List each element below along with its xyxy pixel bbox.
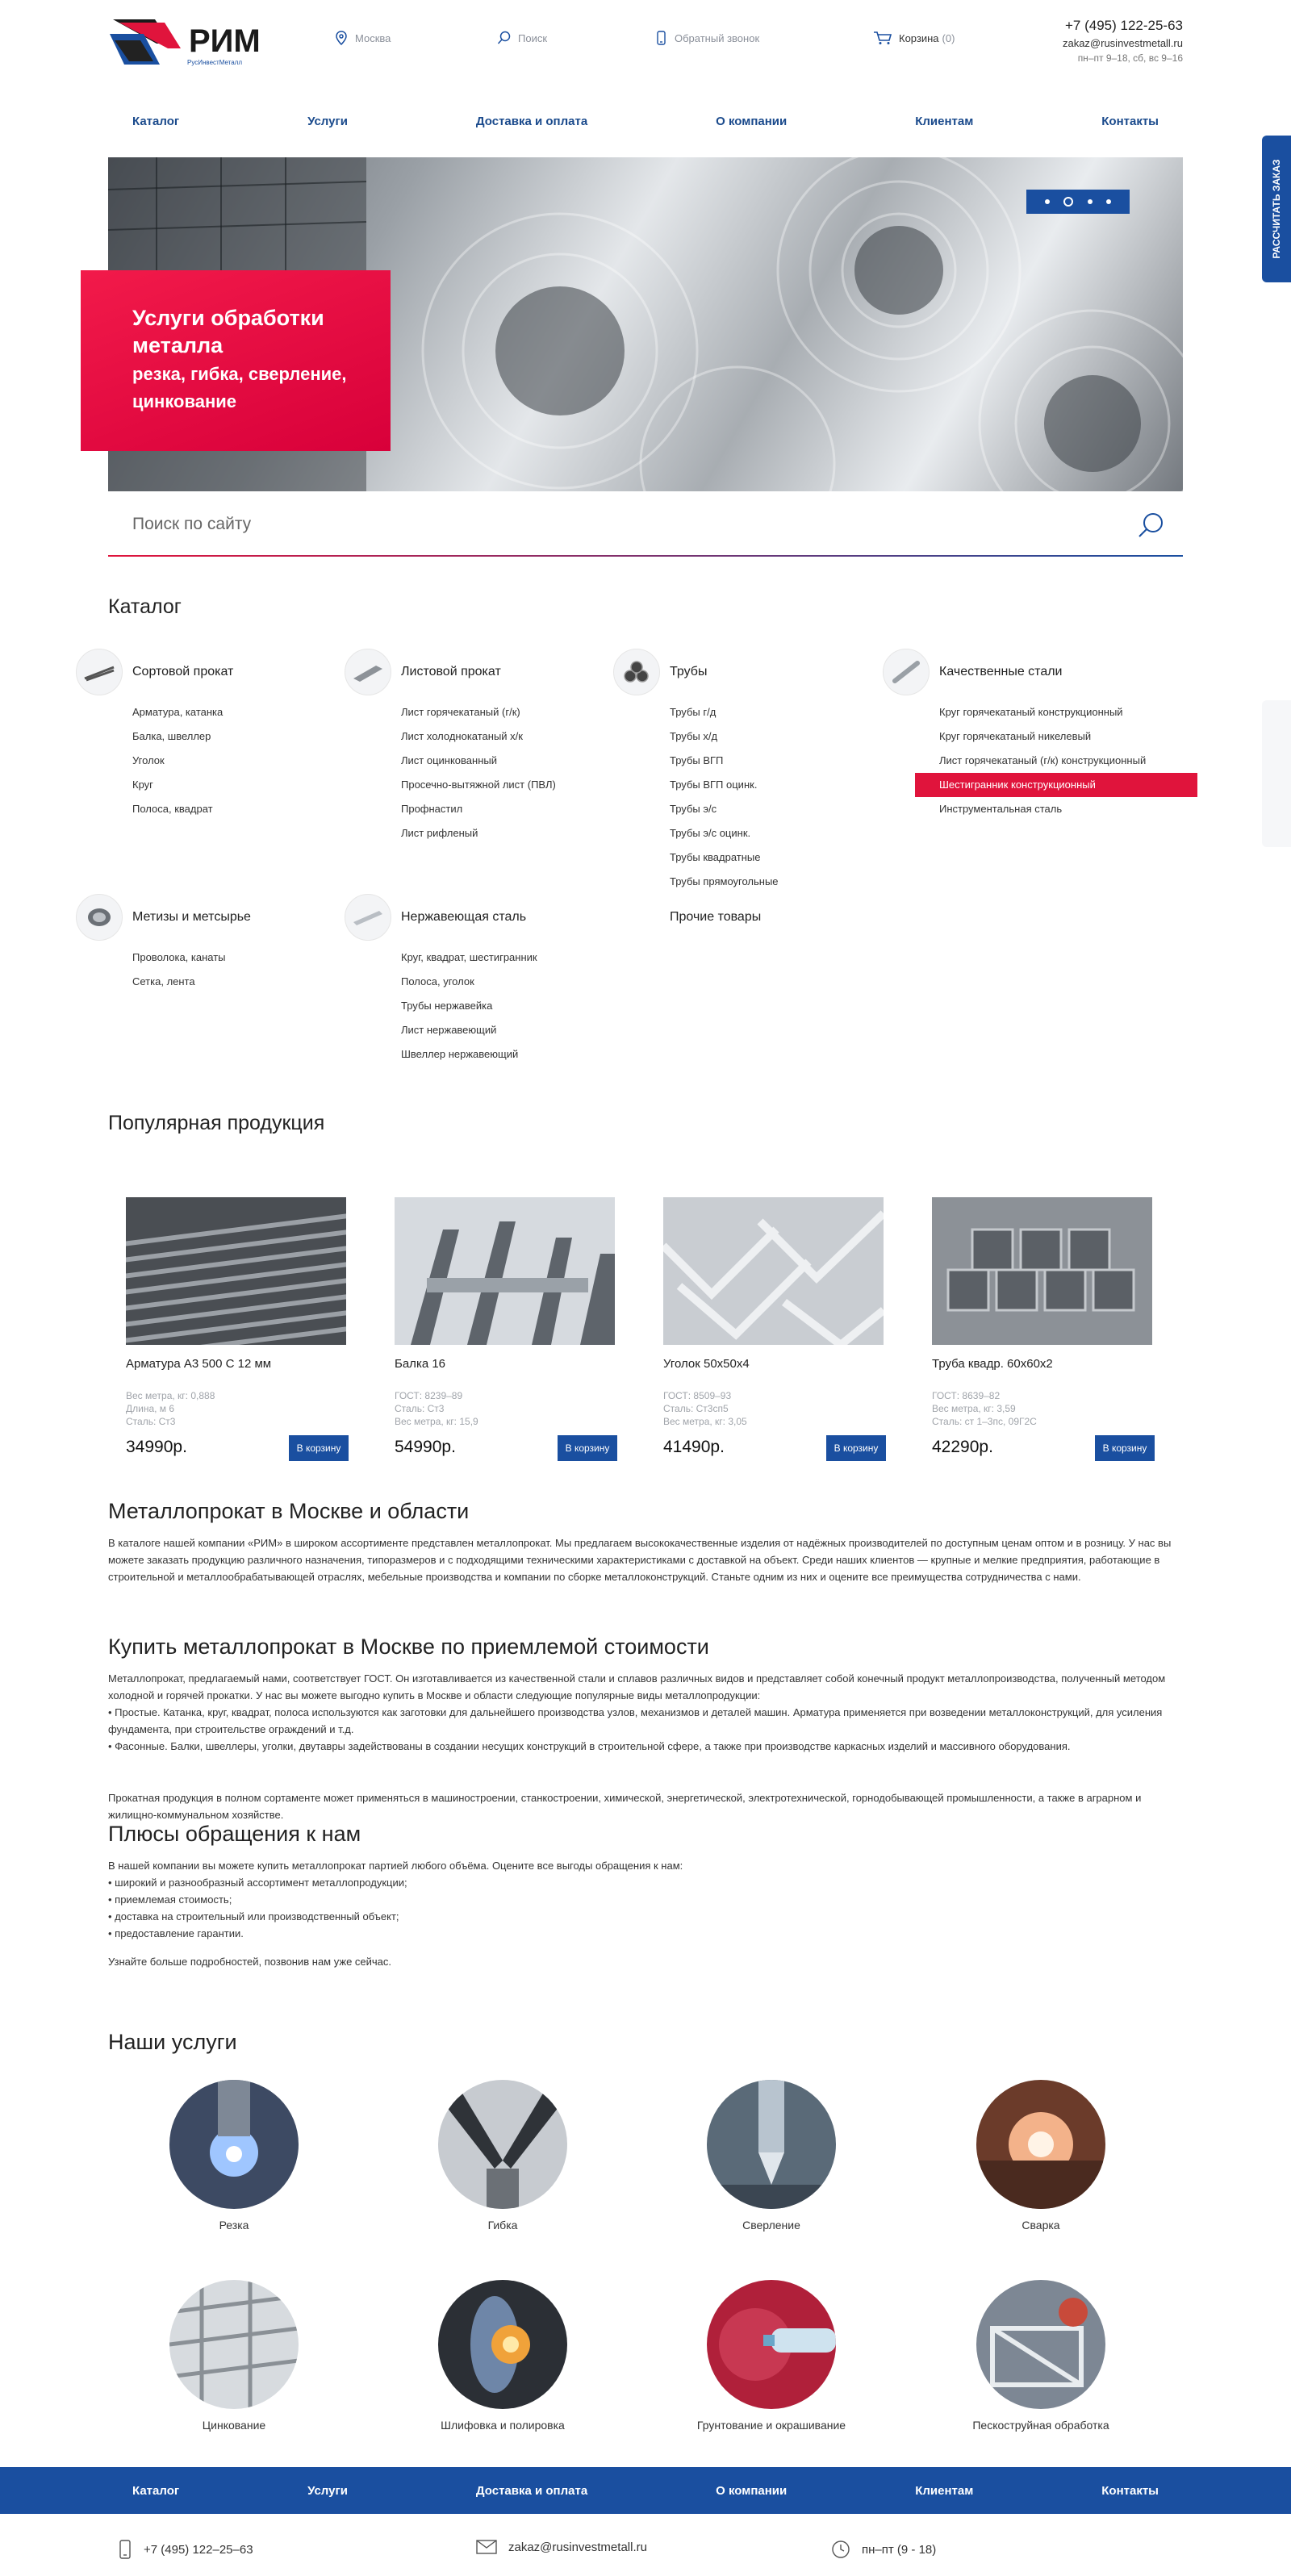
calculate-order-label: РАССЧИТАТЬ ЗАКАЗ <box>1271 159 1282 259</box>
catalog-link[interactable]: Балка, швеллер <box>132 730 211 742</box>
service-label[interactable]: Сварка <box>1022 2219 1060 2232</box>
header <box>108 0 1183 81</box>
main-nav <box>108 105 1183 137</box>
slider-dot[interactable] <box>1088 199 1093 204</box>
catalog-link[interactable]: Трубы квадратные <box>670 851 761 863</box>
product-specs: ГОСТ: 8509–93 Сталь: Ст3сп5 Вес метра, кг: 3,05 <box>663 1390 747 1427</box>
usage-paragraph: Прокатная продукция в полном сортаменте может применяться в машиностроении, станкостроении, химической, энергетической, электротехнической, горнодобывающей промышленности, а также в аграрном и жилищно-коммунальном хозяйстве. <box>108 1792 1142 1821</box>
benefits-list: В нашей компании вы можете купить металлопрокат партией любого объёма. Оцените все выгоды обращения к нам: • широкий и разнообразный ассортимент металлопродукции; • приемлемая стоимость; • доставка на строительный или производственный объект; • предоставление гарантии. Узнайте больше подробностей, позвонив нам уже сейчас. <box>108 1860 683 1968</box>
catalog-link[interactable]: Уголок <box>132 754 165 766</box>
catalog-group <box>646 649 904 894</box>
product-image[interactable] <box>932 1197 1152 1345</box>
phone-icon <box>654 31 668 45</box>
clock-icon <box>831 2540 850 2559</box>
service-label[interactable]: Резка <box>219 2219 249 2232</box>
footer-hours: пн–пт (9 - 18) <box>831 2540 936 2559</box>
nav-catalog[interactable]: Каталог <box>132 114 180 128</box>
service-card[interactable] <box>422 2280 583 2432</box>
catalog-group-title[interactable]: Сортовой прокат <box>132 665 234 678</box>
product-image[interactable] <box>663 1197 884 1345</box>
catalog-link[interactable]: Трубы ВГП оцинк. <box>670 779 758 791</box>
service-image[interactable] <box>438 2080 567 2209</box>
service-label[interactable]: Цинкование <box>202 2419 266 2432</box>
city-label: Москва <box>355 31 391 44</box>
mail-icon <box>476 2540 497 2554</box>
catalog-section <box>108 595 1183 1060</box>
service-card[interactable] <box>691 2080 852 2232</box>
service-image[interactable] <box>438 2280 567 2409</box>
catalog-title: Каталог <box>108 595 182 618</box>
catalog-group <box>108 894 366 994</box>
catalog-link[interactable]: Сетка, лента <box>132 975 195 987</box>
header-hours: пн–пт 9–18, сб, вс 9–16 <box>1077 52 1183 64</box>
catalog-link[interactable]: Трубы ВГП <box>670 754 724 766</box>
add-to-cart-button[interactable]: В корзину <box>289 1435 349 1461</box>
product-specs: ГОСТ: 8239–89 Сталь: Ст3 Вес метра, кг: 15,9 <box>395 1390 478 1427</box>
service-image[interactable] <box>976 2280 1105 2409</box>
side-panel-tab[interactable] <box>1262 700 1291 847</box>
slider-dot[interactable] <box>1045 199 1050 204</box>
search-label: Поиск <box>518 31 548 44</box>
catalog-link[interactable]: Трубы прямоугольные <box>670 875 779 887</box>
catalog-group-title[interactable]: Трубы <box>670 665 708 678</box>
hero-slider <box>108 157 1183 491</box>
catalog-link[interactable]: Швеллер нержавеющий <box>401 1048 519 1060</box>
catalog-group <box>915 649 1173 821</box>
footer-nav <box>0 2467 1291 2514</box>
add-to-cart-button[interactable]: В корзину <box>1095 1435 1155 1461</box>
catalog-link[interactable]: Круг, квадрат, шестигранник <box>401 951 537 963</box>
product-name[interactable]: Арматура А3 500 С 12 мм <box>126 1357 272 1371</box>
about-paragraph: В каталоге нашей компании «РИМ» в широком ассортименте представлен металлопрокат. Мы предлагаем высококачественные изделия от надёжных производителей по доступным ценам оптом и в розницу. У нас вы можете заказать продукцию различного назначения, типоразмеров и с подходящими техническими характеристиками с доставкой на объект. Среди наших клиентов — крупные и мелкие предприятия, работающие в строительной и металлообрабатывающей отраслях, мебельные производства и компании по сборке металлоконструкций. Станьте одним из них и оцените все преимущества сотрудничества с нами. <box>108 1537 1172 1583</box>
nav-delivery[interactable]: Доставка и оплата <box>475 114 588 128</box>
service-label[interactable]: Шлифовка и полировка <box>441 2419 565 2432</box>
add-to-cart-button[interactable]: В корзину <box>826 1435 886 1461</box>
logo-subtitle: РусИнвестМеталл <box>187 59 242 66</box>
catalog-group <box>646 894 904 939</box>
product-name[interactable]: Балка 16 <box>395 1357 446 1371</box>
product-specs: ГОСТ: 8639–82 Вес метра, кг: 3,59 Сталь: ст 1–3пс, 09Г2С <box>932 1390 1037 1427</box>
logo-text: РИМ <box>189 23 261 59</box>
catalog-link[interactable]: Лист нержавеющий <box>401 1024 497 1036</box>
slider-dot[interactable] <box>1106 199 1111 204</box>
catalog-group <box>377 894 635 1067</box>
catalog-link[interactable]: Трубы э/с <box>670 803 717 815</box>
callback-link[interactable] <box>654 31 759 45</box>
catalog-link[interactable]: Арматура, катанка <box>132 706 224 718</box>
catalog-link[interactable]: Лист рифленый <box>401 827 478 839</box>
catalog-link[interactable]: Трубы нержавейка <box>401 1000 493 1012</box>
footer-nav-contacts[interactable]: Контакты <box>1101 2483 1159 2498</box>
benefits-heading: Плюсы обращения к нам <box>108 1822 361 1846</box>
header-email[interactable]: zakaz@rusinvestmetall.ru <box>1062 37 1183 49</box>
catalog-link[interactable]: Просечно-вытяжной лист (ПВЛ) <box>401 779 556 791</box>
nav-services[interactable]: Услуги <box>307 114 348 128</box>
nav-about[interactable]: О компании <box>716 114 788 128</box>
product-name[interactable]: Труба квадр. 60х60х2 <box>932 1357 1053 1371</box>
footer-contacts <box>108 2533 1183 2566</box>
service-image[interactable] <box>707 2080 836 2209</box>
catalog-group-title[interactable]: Метизы и метсырье <box>132 910 251 924</box>
services-title: Наши услуги <box>108 2030 237 2054</box>
search-icon[interactable] <box>1134 510 1167 542</box>
catalog-link[interactable]: Лист холоднокатаный х/к <box>401 730 523 742</box>
service-image[interactable] <box>707 2280 836 2409</box>
service-label[interactable]: Гибка <box>487 2219 518 2232</box>
catalog-link[interactable]: Трубы г/д <box>670 706 717 718</box>
about-heading: Металлопрокат в Москве и области <box>108 1499 470 1523</box>
service-card[interactable] <box>960 2080 1122 2232</box>
buy-heading: Купить металлопрокат в Москве по приемлемой стоимости <box>108 1635 709 1659</box>
search-icon <box>497 31 512 45</box>
search-input[interactable] <box>132 515 1101 534</box>
footer-phone[interactable]: +7 (495) 122–25–63 <box>118 2540 253 2559</box>
cart-icon <box>873 31 892 45</box>
service-card[interactable] <box>153 2080 315 2232</box>
catalog-link[interactable]: Лист горячекатаный (г/к) конструкционный <box>939 754 1147 766</box>
catalog-link[interactable]: Проволока, канаты <box>132 951 226 963</box>
catalog-link[interactable]: Трубы э/с оцинк. <box>670 827 751 839</box>
header-search[interactable] <box>497 31 547 45</box>
service-image[interactable] <box>169 2280 299 2409</box>
catalog-group <box>377 649 635 845</box>
catalog-link[interactable]: Круг горячекатаный никелевый <box>939 730 1092 742</box>
catalog-link[interactable]: Круг <box>132 779 153 791</box>
catalog-link-active[interactable]: Шестигранник конструкционный <box>915 773 1197 797</box>
cart-link[interactable] <box>873 31 955 45</box>
hero-promo-box[interactable] <box>81 270 391 451</box>
cart-label: Корзина <box>899 31 939 44</box>
catalog-link[interactable]: Трубы х/д <box>670 730 718 742</box>
catalog-group <box>108 649 366 821</box>
service-label[interactable]: Пескоструйная обработка <box>972 2419 1109 2432</box>
product-price: 34990р. <box>126 1438 187 1456</box>
footer-nav-catalog[interactable]: Каталог <box>132 2483 180 2498</box>
sheet-icon[interactable] <box>345 649 391 695</box>
service-card[interactable] <box>960 2280 1122 2432</box>
service-card[interactable] <box>422 2080 583 2232</box>
product-price: 42290р. <box>932 1438 993 1456</box>
hero-subtitle: резка, гибка, сверление, цинкование <box>132 364 347 411</box>
steel-bar-icon[interactable] <box>883 649 930 695</box>
site-search <box>108 500 1183 557</box>
catalog-group-title[interactable]: Листовой прокат <box>401 665 501 678</box>
product-price: 54990р. <box>395 1438 456 1456</box>
nav-clients[interactable]: Клиентам <box>915 114 974 128</box>
stainless-icon[interactable] <box>345 894 391 941</box>
catalog-group-title[interactable]: Прочие товары <box>670 910 762 924</box>
rebar-icon[interactable] <box>76 649 123 695</box>
map-pin-icon <box>334 31 349 45</box>
buy-paragraph: Металлопрокат, предлагаемый нами, соответствует ГОСТ. Он изготавливается из качественной стали и сплавов различных видов и представляет собой конечный продукт металлопроизводства, полученный методом холодной и горячей прокатки. У нас вы можете выгодно купить в Москве и области следующие популярные виды металлопродукции: • Простые. Катанка, круг, квадрат, полоса используются как заготовки для дальнейшего производства узлов, механизмов и деталей машин. Арматура применяется при возведении металлоконструкций, для усиления фундамента, при строительстве ограждений и т.д. • Фасонные. Балки, швеллеры, уголки, двутавры задействованы в создании несущих конструкций в строительной сфере, а также при производстве каркасных изделий и массивного оборудования. <box>108 1672 1166 1752</box>
service-label[interactable]: Сверление <box>742 2219 800 2232</box>
product-image[interactable] <box>126 1197 346 1345</box>
add-to-cart-button[interactable]: В корзину <box>558 1435 617 1461</box>
product-price: 41490р. <box>663 1438 725 1456</box>
catalog-link[interactable]: Лист горячекатаный (г/к) <box>401 706 520 718</box>
catalog-group-title[interactable]: Качественные стали <box>939 665 1063 678</box>
cart-count: (0) <box>942 31 955 44</box>
city-selector[interactable] <box>334 31 391 45</box>
popular-products <box>108 1112 1183 1456</box>
footer-nav-about[interactable]: О компании <box>716 2483 788 2498</box>
catalog-link[interactable]: Круг горячекатаный конструкционный <box>939 706 1123 718</box>
header-contacts <box>1063 18 1183 64</box>
footer-nav-delivery[interactable]: Доставка и оплата <box>475 2483 588 2498</box>
callback-label: Обратный звонок <box>675 31 760 44</box>
catalog-link[interactable]: Полоса, квадрат <box>132 803 213 815</box>
footer-nav-clients[interactable]: Клиентам <box>915 2483 974 2498</box>
logo[interactable] <box>108 11 269 74</box>
service-card[interactable] <box>691 2280 852 2432</box>
product-name[interactable]: Уголок 50х50х4 <box>663 1357 750 1371</box>
service-image[interactable] <box>169 2080 299 2209</box>
calculate-order-tab[interactable] <box>1262 136 1291 282</box>
product-image[interactable] <box>395 1197 615 1345</box>
service-card[interactable] <box>153 2280 315 2432</box>
product-specs: Вес метра, кг: 0,888 Длина, м 6 Сталь: Ст3 <box>126 1390 215 1427</box>
phone-icon <box>118 2540 132 2559</box>
catalog-group-title[interactable]: Нержавеющая сталь <box>401 910 527 924</box>
slider-pagination <box>1026 190 1130 214</box>
header-phone[interactable]: +7 (495) 122-25-63 <box>1064 18 1183 33</box>
nav-contacts[interactable]: Контакты <box>1101 114 1159 128</box>
service-image[interactable] <box>976 2080 1105 2209</box>
catalog-link[interactable]: Профнастил <box>401 803 463 815</box>
products-title: Популярная продукция <box>108 1112 325 1134</box>
wire-icon[interactable] <box>76 894 123 941</box>
footer-email[interactable]: zakaz@rusinvestmetall.ru <box>476 2540 647 2554</box>
footer-nav-services[interactable]: Услуги <box>307 2483 348 2498</box>
pipes-icon[interactable] <box>613 649 660 695</box>
catalog-link[interactable]: Полоса, уголок <box>401 975 474 987</box>
catalog-link[interactable]: Лист оцинкованный <box>401 754 497 766</box>
catalog-link[interactable]: Инструментальная сталь <box>939 803 1063 815</box>
hero-title: Услуги обработки металла <box>132 306 324 357</box>
service-label[interactable]: Грунтование и окрашивание <box>696 2419 846 2432</box>
slider-dot-active[interactable] <box>1063 197 1073 207</box>
